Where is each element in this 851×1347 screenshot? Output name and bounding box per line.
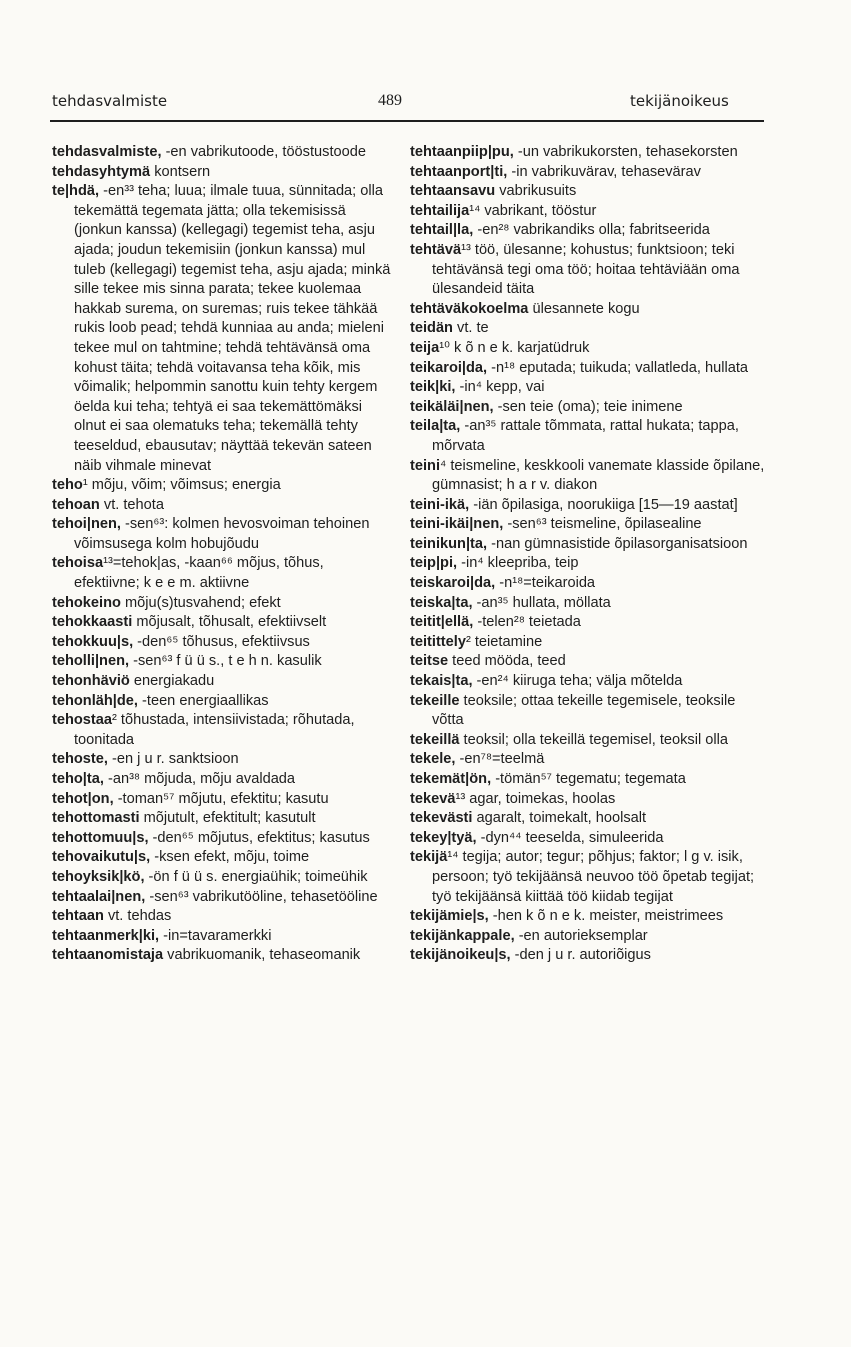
entry-headword: tehtaanport|ti, <box>410 163 508 180</box>
entry-definition: vt. tehdas <box>103 908 172 925</box>
dictionary-entry <box>410 829 770 849</box>
entry-headword: tehoi|nen, <box>52 516 121 533</box>
entry-definition: -an³⁵ hullata, möllata <box>472 594 611 611</box>
entry-definition: teoksil; olla tekeillä tegemisel, teoksil olla <box>459 731 728 748</box>
entry-headword: tekeillä <box>410 731 460 748</box>
entry-headword: tekijä <box>410 849 448 866</box>
entry-definition: ¹³ töö, ülesanne; kohustus; funktsioon; teki tehtävänsä tegi oma töö; hoitaa tehtäviään oma ülesandeid täita <box>432 241 740 298</box>
entry-headword: tehostaa <box>52 712 113 729</box>
dictionary-entry <box>52 790 392 810</box>
entry-headword: tekijämie|s, <box>410 908 489 925</box>
dictionary-entry <box>52 907 392 927</box>
entry-definition: vt. te <box>452 320 489 337</box>
entry-headword: teila|ta, <box>410 418 461 435</box>
entry-definition: -toman⁵⁷ mõjutu, efektitu; kasutu <box>113 790 329 807</box>
entry-headword: teiskaroi|da, <box>410 575 496 592</box>
entry-definition: ¹ mõju, võim; võimsus; energia <box>82 477 281 494</box>
entry-definition: -dyn⁴⁴ teeselda, simuleerida <box>476 829 664 846</box>
entry-definition: -un vabrikukorsten, tehasekorsten <box>513 144 738 160</box>
entry-headword: tehot|on, <box>52 790 114 807</box>
entry-headword: tehtaanomistaja <box>52 947 164 964</box>
dictionary-entry <box>410 672 770 692</box>
entry-headword: tehokkaasti <box>52 614 133 631</box>
entry-headword: tekey|tyä, <box>410 829 477 846</box>
entry-definition: -n¹⁸=teikaroida <box>495 575 596 592</box>
dictionary-entry <box>52 652 392 672</box>
entry-headword: teip|pi, <box>410 555 458 572</box>
entry-definition: -ksen efekt, mõju, toime <box>150 849 310 866</box>
dictionary-entry <box>410 594 770 614</box>
left-column <box>52 143 392 966</box>
entry-headword: tehtaanmerk|ki, <box>52 927 160 944</box>
entry-headword: tekele, <box>410 751 456 768</box>
entry-headword: tehoste, <box>52 751 108 768</box>
entry-definition: -en⁷⁸=teelmä <box>455 751 545 768</box>
dictionary-entry <box>52 554 392 593</box>
entry-definition: -nan gümnasistide õpilasorganisatsioon <box>487 535 748 552</box>
dictionary-entry <box>52 770 392 790</box>
entry-headword: teitittely <box>410 633 466 650</box>
entry-definition: ¹⁰ k õ n e k. karjatüdruk <box>439 339 590 356</box>
dictionary-entry <box>410 143 770 163</box>
entry-definition: -en autorieksemplar <box>514 927 648 944</box>
dictionary-entry <box>52 809 392 829</box>
dictionary-entry <box>52 692 392 712</box>
running-head-left: tehdasvalmiste <box>52 92 168 110</box>
dictionary-entry <box>52 594 392 614</box>
dictionary-entry <box>52 613 392 633</box>
dictionary-entry <box>52 476 392 496</box>
entry-definition: ¹⁴ vabrikant, tööstur <box>469 202 597 219</box>
entry-headword: tehoyksik|kö, <box>52 868 145 885</box>
entry-definition: vt. tehota <box>99 496 164 513</box>
entry-headword: tehovaikutu|s, <box>52 849 151 866</box>
entry-definition: -den⁶⁵ mõjutus, efektitus; kasutus <box>148 829 370 846</box>
entry-definition: -telen²⁸ teietada <box>473 614 581 631</box>
entry-headword: teinikun|ta, <box>410 535 488 552</box>
dictionary-entry <box>52 711 392 750</box>
entry-definition: -in vabrikuvärav, tehasevärav <box>507 163 701 180</box>
right-column <box>410 143 770 966</box>
entry-headword: tekevä <box>410 790 456 807</box>
entry-headword: tehtaalai|nen, <box>52 888 146 905</box>
entry-definition: energiakadu <box>129 673 215 690</box>
entry-definition: -den j u r. autoriõigus <box>510 947 651 964</box>
entry-definition: -en²⁴ kiiruga teha; välja mõtelda <box>472 673 683 690</box>
entry-definition: -en j u r. sanktsioon <box>107 751 239 768</box>
entry-definition: -sen⁶³ vabrikutööline, tehasetööline <box>145 888 378 905</box>
entry-headword: te|hdä, <box>52 183 100 200</box>
entry-headword: teitit|ellä, <box>410 614 474 631</box>
dictionary-entry <box>410 652 770 672</box>
entry-definition: -en³³ teha; luua; ilmale tuua, sünnitada; olla tekemättä tegemata jätta; olla tekemisissä (jonkun kanssa) (kellegagi) tegemist teha, asju ajada; joudun tekemisiin (jonkun kanssa) mul tuleb (kellegagi) tegemist teha, asju ajada; minkä sille tekee mis sinna parata; tekee kuolemaa hakkab surema, on suremas; ruis tekee tähkää rukis loob pead; tehdä kunniaa au anda; mieleni tekee mul on tahtmine; tehdä tehtävänsä oma kohust täita; tehdä voitavansa teha kõik, mis võimalik; helpommin sanottu kuin tehty kergem öelda kui teha; tehtyä ei saa tekemättömäksi olnut ei saa olematuks teha; tekemällä tehty teeseldud, ebausutav; näyttää tekevän sateen näib vihmale minevat <box>74 183 391 474</box>
dictionary-entry <box>410 202 770 222</box>
entry-headword: tehottomasti <box>52 810 140 827</box>
dictionary-entry <box>410 750 770 770</box>
entry-headword: teikaroi|da, <box>410 359 488 376</box>
entry-definition: kontsern <box>150 163 211 180</box>
entry-definition: mõjusalt, tõhusalt, efektiivselt <box>132 614 327 631</box>
entry-headword: tehonläh|de, <box>52 692 138 709</box>
entry-headword: tehokeino <box>52 594 121 611</box>
entry-definition: ¹³=tehok|as, -kaan⁶⁶ mõjus, tõhus, efektiivne; k e e m. aktiivne <box>74 555 324 592</box>
entry-headword: teini-ikäi|nen, <box>410 516 504 533</box>
dictionary-entry <box>410 554 770 574</box>
dictionary-entry <box>52 946 392 966</box>
entry-definition: -hen k õ n e k. meister, meistrimees <box>488 908 724 925</box>
entry-headword: tehoan <box>52 496 100 513</box>
dictionary-entry <box>410 790 770 810</box>
dictionary-entry <box>52 848 392 868</box>
entry-headword: teidän <box>410 320 453 337</box>
entry-definition: -in⁴ kleepriba, teip <box>457 555 579 572</box>
entry-headword: tehoisa <box>52 555 104 572</box>
dictionary-entry <box>410 339 770 359</box>
entry-definition: -an³⁸ mõjuda, mõju avaldada <box>103 771 296 787</box>
entry-headword: tehtailija <box>410 202 470 219</box>
entry-headword: tekemät|ön, <box>410 771 492 787</box>
entry-headword: tehtävä <box>410 241 462 258</box>
entry-definition: -sen⁶³ teismeline, õpilasealine <box>503 516 702 533</box>
entry-definition: -in=tavaramerkki <box>159 927 272 944</box>
entry-headword: tehokkuu|s, <box>52 633 134 650</box>
dictionary-entry <box>410 848 770 907</box>
dictionary-entry <box>410 633 770 653</box>
dictionary-entry <box>410 927 770 947</box>
entry-definition: ¹⁴ tegija; autor; tegur; põhjus; faktor; l g v. isik, persoon; työ tekijäänsä neuvoo töö õpetab tegijat; työ tekijäänsä kiittää töö kiidab tegijat <box>432 849 755 905</box>
dictionary-entry <box>410 241 770 300</box>
dictionary-entry <box>410 182 770 202</box>
entry-definition: vabrikusuits <box>495 183 577 200</box>
entry-headword: tekevästi <box>410 810 473 827</box>
entry-headword: tehdasyhtymä <box>52 163 151 180</box>
dictionary-entry <box>410 946 770 966</box>
header-rule <box>50 120 764 122</box>
entry-definition: -den⁶⁵ tõhusus, efektiivsus <box>133 633 310 650</box>
dictionary-entry <box>52 829 392 849</box>
dictionary-entry <box>52 515 392 554</box>
entry-headword: tehtaan <box>52 908 104 925</box>
entry-definition: vabrikuomanik, tehaseomanik <box>163 947 361 964</box>
entry-headword: tekeille <box>410 692 460 709</box>
entry-definition: -in⁴ kepp, vai <box>455 379 545 396</box>
entry-definition: mõjutult, efektitult; kasutult <box>139 810 316 827</box>
dictionary-entry <box>410 457 770 496</box>
dictionary-entry <box>410 359 770 379</box>
dictionary-entry <box>410 163 770 183</box>
entry-headword: tehtaanpiip|pu, <box>410 144 514 160</box>
entry-headword: teija <box>410 339 440 356</box>
entry-headword: tehdasvalmiste, <box>52 144 162 160</box>
entry-definition: ⁴ teismeline, keskkooli vanemate klasside õpilane, gümnasist; h a r v. diakon <box>432 457 765 494</box>
page-number: 489 <box>378 92 402 109</box>
dictionary-entry <box>52 163 392 183</box>
entry-definition: teoksile; ottaa tekeille tegemisele, teoksile võtta <box>432 692 736 729</box>
dictionary-entry <box>410 613 770 633</box>
entry-definition: mõju(s)tusvahend; efekt <box>120 594 281 611</box>
dictionary-entry <box>410 770 770 790</box>
entry-headword: tehottomuu|s, <box>52 829 149 846</box>
dictionary-entry <box>52 182 392 476</box>
dictionary-entry <box>52 496 392 516</box>
entry-definition: ² tõhustada, intensiivistada; rõhutada, toonitada <box>74 712 355 748</box>
dictionary-entry <box>52 750 392 770</box>
entry-headword: tehtäväkokoelma <box>410 300 529 317</box>
entry-headword: tekijänoikeu|s, <box>410 947 511 964</box>
entry-headword: teho <box>52 477 83 494</box>
entry-headword: tehtail|la, <box>410 222 474 239</box>
dictionary-entry <box>410 417 770 456</box>
dictionary-entry <box>410 731 770 751</box>
dictionary-entry <box>52 143 392 163</box>
entry-headword: teini-ikä, <box>410 496 470 513</box>
entry-definition: -teen energiaallikas <box>137 692 269 709</box>
entry-definition: -tömän⁵⁷ tegematu; tegemata <box>491 771 686 787</box>
dictionary-entry <box>410 319 770 339</box>
running-head-right: tekijänoikeus <box>630 92 729 110</box>
dictionary-entry <box>410 515 770 535</box>
entry-definition: agaralt, toimekalt, hoolsalt <box>472 810 647 827</box>
entry-headword: teikäläi|nen, <box>410 398 494 415</box>
entry-headword: tekais|ta, <box>410 673 473 690</box>
dictionary-entry <box>52 633 392 653</box>
entry-definition: ² teietamine <box>465 633 543 650</box>
entry-headword: teitse <box>410 653 449 670</box>
entry-definition: -en vabrikutoode, tööstustoode <box>161 144 366 160</box>
entry-definition: -en²⁸ vabrikandiks olla; fabritseerida <box>473 222 710 239</box>
entry-definition: -iän õpilasiga, noorukiiga [15—19 aastat] <box>469 496 738 513</box>
entry-definition: -sen teie (oma); teie inimene <box>493 398 683 415</box>
dictionary-entry <box>410 535 770 555</box>
dictionary-entry <box>410 809 770 829</box>
entry-definition: -n¹⁸ eputada; tuikuda; vallatleda, hullata <box>487 359 748 376</box>
dictionary-entry <box>410 907 770 927</box>
entry-definition: ¹³ agar, toimekas, hoolas <box>455 790 616 807</box>
entry-headword: teik|ki, <box>410 379 456 396</box>
entry-headword: tehtaansavu <box>410 183 496 200</box>
dictionary-entry <box>52 927 392 947</box>
entry-headword: teini <box>410 457 440 474</box>
entry-headword: teho|ta, <box>52 771 104 787</box>
dictionary-entry <box>410 574 770 594</box>
dictionary-entry <box>52 672 392 692</box>
dictionary-entry <box>410 300 770 320</box>
entry-headword: tehonhäviö <box>52 673 130 690</box>
dictionary-entry <box>52 868 392 888</box>
dictionary-entry <box>410 692 770 731</box>
entry-headword: teiska|ta, <box>410 594 473 611</box>
entry-definition: -sen⁶³: kolmen hevosvoiman tehoinen võimsusega kolm hobujõudu <box>74 516 370 552</box>
dictionary-entry <box>52 888 392 908</box>
entry-definition: -an³⁵ rattale tõmmata, rattal hukata; tappa, mõrvata <box>432 418 739 454</box>
dictionary-entry <box>410 398 770 418</box>
entry-headword: tekijänkappale, <box>410 927 515 944</box>
entry-headword: teholli|nen, <box>52 653 130 670</box>
entry-definition: -sen⁶³ f ü ü s., t e h n. kasulik <box>129 653 322 670</box>
dictionary-entry <box>410 378 770 398</box>
entry-definition: teed mööda, teed <box>448 653 566 670</box>
dictionary-entry <box>410 496 770 516</box>
entry-definition: -ön f ü ü s. energiaühik; toimeühik <box>144 868 368 885</box>
dictionary-entry <box>410 221 770 241</box>
entry-definition: ülesannete kogu <box>528 300 640 317</box>
